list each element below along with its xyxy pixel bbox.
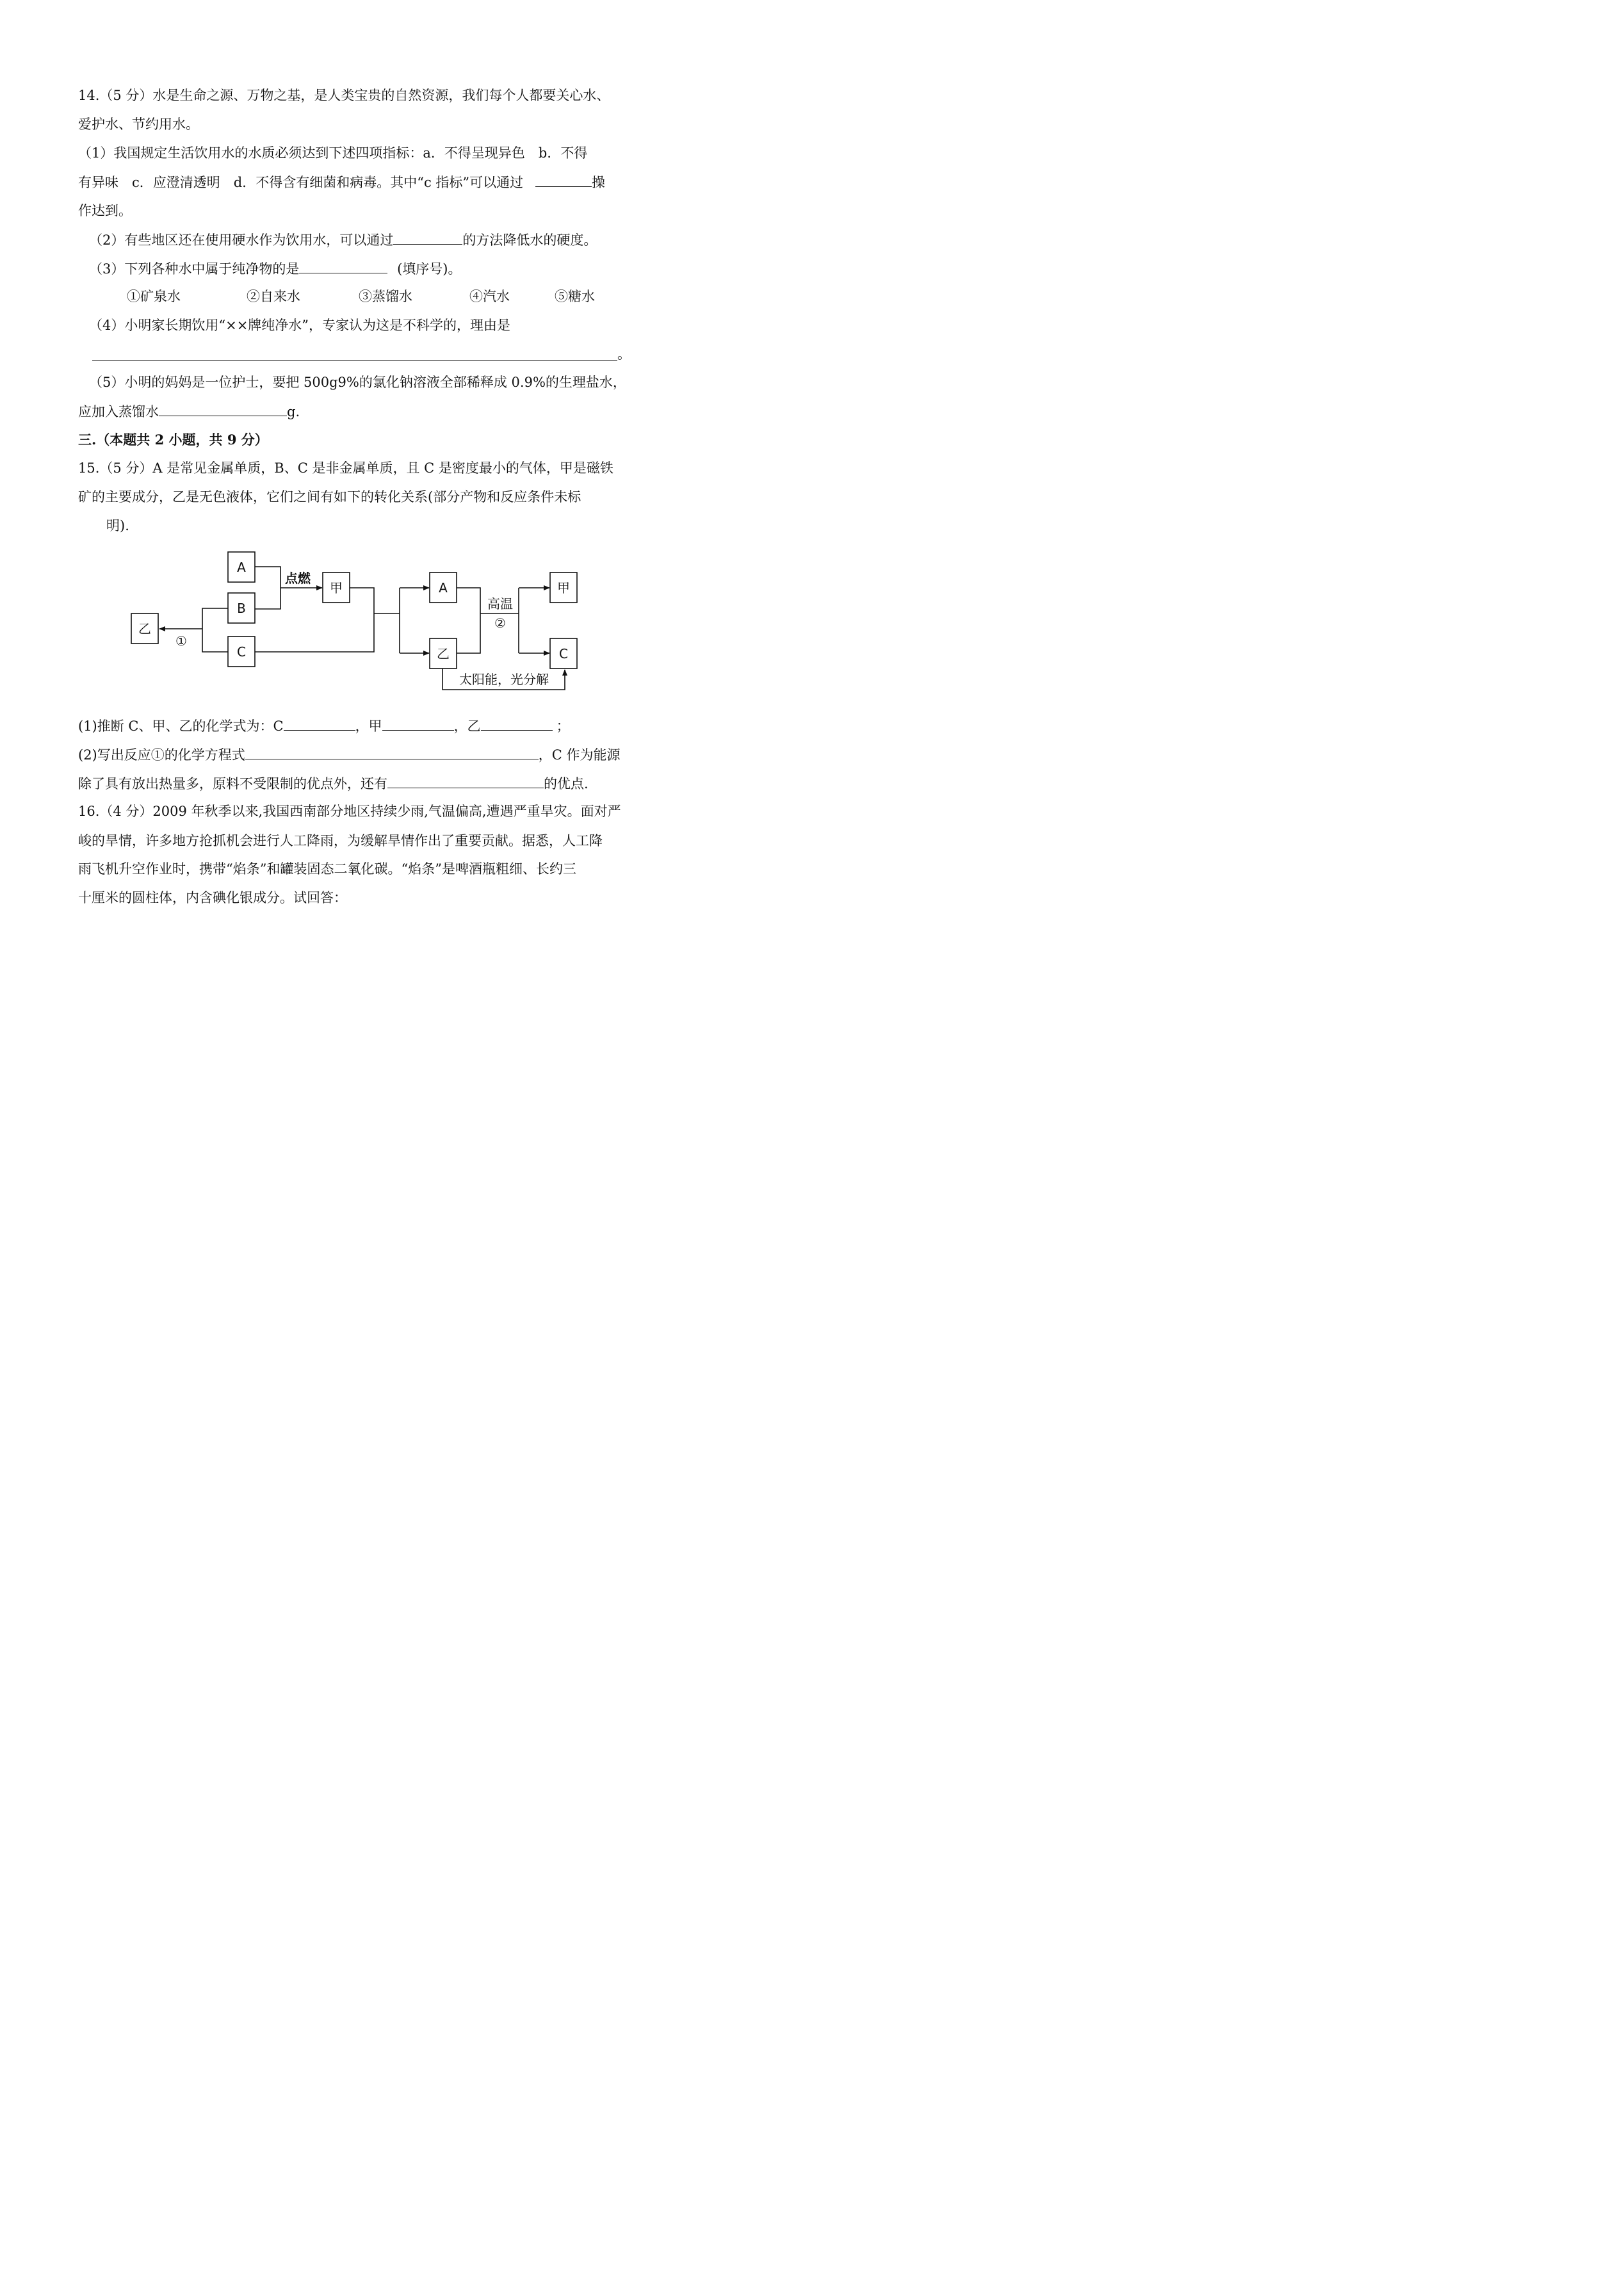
label-ignite: 点燃: [285, 571, 311, 586]
option-1: ①矿泉水: [127, 289, 181, 304]
box-jia-right-label: 甲: [557, 580, 570, 596]
label-high-temp: 高温: [487, 596, 513, 612]
q15-line1: 15.（5 分）A 是常见金属单质，B、C 是非金属单质，且 C 是密度最小的气体，甲是磁铁: [78, 460, 613, 476]
q15-s3-text-end: 的优点.: [544, 776, 589, 791]
connector-a-yi: [457, 588, 480, 653]
connector-jia-c: [255, 588, 374, 652]
q14-p5-text: 应加入蒸馏水: [78, 404, 159, 419]
option-4: ④汽水: [469, 289, 510, 304]
box-yi-left-label: 乙: [138, 621, 151, 637]
q15-s2-text: (2)写出反应①的化学方程式: [78, 747, 245, 763]
q14-p1-line1: （1）我国规定生活饮用水的水质必须达到下述四项指标：a．不得呈现异色 b．不得: [78, 145, 588, 161]
box-yi-right-label: 乙: [437, 646, 450, 661]
option-2: ②自来水: [247, 289, 300, 304]
section-title: 三.（本题共 2 小题，共 9 分）: [78, 432, 268, 448]
q14-p3-text: （3）下列各种水中属于纯净物的是: [89, 261, 300, 277]
q14-p4: （4）小明家长期饮用“××牌纯净水”，专家认为这是不科学的，理由是: [89, 318, 511, 333]
answer-blank-equation[interactable]: [245, 746, 539, 759]
q14-p1-text-end: 操: [591, 175, 605, 190]
box-a-left-label: A: [237, 560, 246, 575]
q15-line2: 矿的主要成分，乙是无色液体，它们之间有如下的转化关系(部分产物和反应条件未标: [78, 489, 581, 505]
q15-s1-end: ；: [556, 718, 570, 734]
connector-a-b: [255, 567, 280, 609]
q16-line2: 峻的旱情，许多地方抢抓机会进行人工降雨，为缓解旱情作出了重要贡献。据悉，人工降: [78, 833, 603, 848]
q15-s3-text: 除了具有放出热量多，原料不受限制的优点外，还有: [78, 776, 387, 791]
label-reaction-2: ②: [494, 615, 506, 631]
box-c-left-label: C: [237, 644, 246, 660]
q15-s3: [78, 775, 589, 792]
box-c-right-label: C: [559, 646, 568, 661]
q14-p2-text: （2）有些地区还在使用硬水作为饮用水，可以通过: [89, 232, 394, 248]
label-solar: 太阳能，光分解: [459, 672, 549, 687]
q15-s2: [78, 746, 621, 763]
answer-blank-yi[interactable]: [481, 717, 553, 731]
box-a-right-label: A: [439, 580, 448, 596]
q15-line3: 明).: [106, 518, 129, 533]
q14-p1-text: 有异味 c．应澄清透明 d．不得含有细菌和病毒。其中“c 指标”可以通过: [78, 175, 524, 190]
label-reaction-1: ①: [175, 633, 187, 649]
q14-p3-text-end: (填序号)。: [397, 261, 462, 277]
option-5: ⑤糖水: [555, 289, 595, 304]
q14-line2: 爱护水、节约用水。: [78, 117, 199, 132]
answer-blank-jia[interactable]: [382, 717, 454, 731]
q15-s1-jia: ，甲: [355, 718, 382, 734]
answer-blank-advantage[interactable]: [387, 775, 544, 788]
box-jia-middle-label: 甲: [330, 580, 343, 596]
box-b-label: B: [237, 601, 246, 616]
q14-line1: 14.（5 分）水是生命之源、万物之基，是人类宝贵的自然资源，我们每个人都要关心水、: [78, 88, 610, 103]
q14-p4-end: 。: [617, 346, 631, 362]
q15-s1: [78, 717, 570, 734]
answer-blank-c[interactable]: [284, 717, 355, 731]
q14-p5-unit: g.: [287, 404, 300, 419]
option-3: ③蒸馏水: [359, 289, 412, 304]
q16-line3: 雨飞机升空作业时，携带“焰条”和罐装固态二氧化碳。“焰条”是啤酒瓶粗细、长约三: [78, 861, 576, 877]
q15-s1-yi: ，乙: [453, 718, 481, 734]
transformation-diagram: [0, 0, 710, 704]
q14-p2-text-end: 的方法降低水的硬度。: [462, 232, 597, 248]
q15-s2-text-end: ，C 作为能源: [538, 747, 621, 763]
q14-p5-line1: （5）小明的妈妈是一位护士，要把 500g9%的氯化钠溶液全部稀释成 0.9%的生理盐水，: [89, 375, 626, 390]
q14-p1-line3: 作达到。: [78, 203, 132, 218]
connector-b-c: [202, 608, 228, 652]
q15-s1-text: (1)推断 C、甲、乙的化学式为：C: [78, 718, 284, 734]
q16-line1: 16.（4 分）2009 年秋季以来,我国西南部分地区持续少雨,气温偏高,遭遇严重旱灾。面对严: [78, 804, 621, 819]
q16-line4: 十厘米的圆柱体，内含碘化银成分。试回答：: [78, 890, 347, 905]
